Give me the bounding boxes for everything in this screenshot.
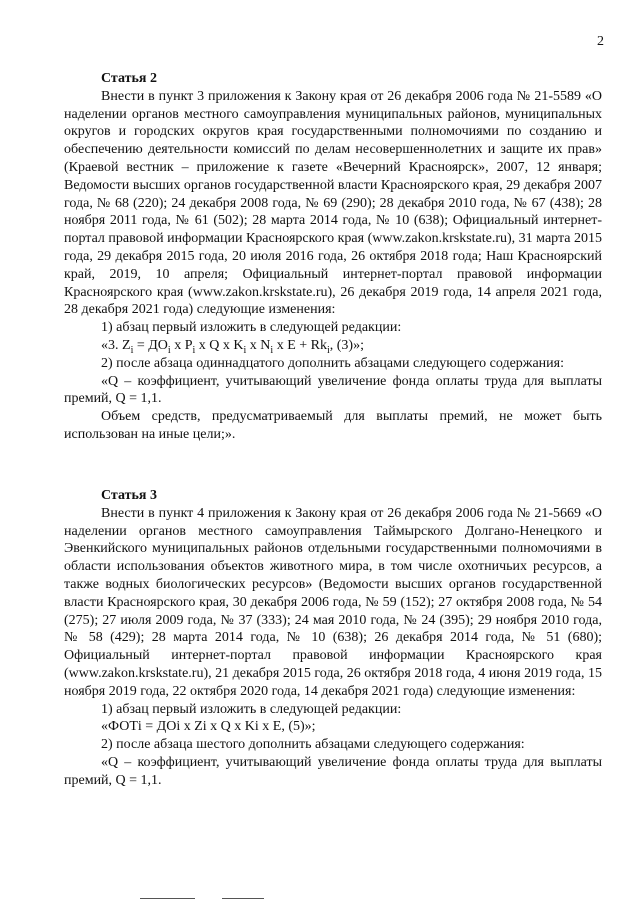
article-3 <box>64 487 602 790</box>
article-2-item-1: 1) абзац первый изложить в следующей редакции: <box>101 320 402 336</box>
article-2-intro: Внести в пункт 3 приложения к Закону края от 26 декабря 2006 года № 21-5589 «О наделении органов местного самоуправления муниципальных районов, муниципальных округов и городских округов края государственными полномочиями по созданию и обеспечению деятельности комиссий по делам несовершеннолетних и защите их прав» (Краевой вестник – приложение к газете «Вечерний Красноярск», 2007, 12 января; Ведомости высших органов государственной власти Красноярского края, 29 декабря 2007 года, № 68 (220); 24 декабря 2008 года, № 69 (290); 28 декабря 2010 года, № 67 (438); 28 ноября 2011 года, № 61 (502); 28 марта 2014 года, № 10 (638); Официальный интернет-портал правовой информации Красноярского края (www.zakon.krskstate.ru), 31 марта 2015 года, 29 декабря 2015 года, 20 июля 2016 года, 26 октября 2018 года; Наш Красноярский край, 2019, 10 апреля; Официальный интернет-портал правовой информации Красноярского края (www.zakon.krskstate.ru), 26 декабря 2019 года, 14 апреля 2021 года, 28 декабря 2021 года) следующие изменения: <box>64 88 602 318</box>
article-2-formula: «3. $Z_i = ДО_i$ x $P_i$ x Q x $K_i$ x $N_i$ x $E + Rk_i$, (3)»; <box>101 337 364 356</box>
article-2-volume-paragraph: Объем средств, предусматриваемый для выплаты премий, не может быть использован на иные цели;». <box>64 409 602 442</box>
page-number: 2 <box>597 34 604 49</box>
article-2-heading: Статья 2 <box>101 71 157 86</box>
bottom-edge-marks <box>140 898 340 902</box>
article-3-item-1: 1) абзац первый изложить в следующей редакции: <box>101 701 402 717</box>
article-3-formula: «ФОТi = ДОi x Zi x Q x Ki x E, (5)»; <box>101 719 316 735</box>
article-2-q-definition: «Q – коэффициент, учитывающий увеличение фонда оплаты труда для выплаты премий, Q = 1,1. <box>64 373 602 407</box>
article-2 <box>64 70 602 444</box>
article-3-intro: Внести в пункт 4 приложения к Закону края от 26 декабря 2006 года № 21-5669 «О наделении органов местного самоуправления Таймырского Долгано-Ненецкого и Эвенкийского муниципальных районов отдельными государственными полномочиями в области использования объектов животного мира, в том числе охотничьих ресурсов, а также водных биологических ресурсов» (Ведомости высших органов государственной власти Красноярского края, 30 декабря 2006 года, № 59 (152); 27 октября 2008 года, № 54 (275); 27 июля 2009 года, № 37 (333); 24 мая 2010 года, № 24 (395); 29 ноября 2010 года, № 58 (429); 28 марта 2014 года, № 10 (638); 26 декабря 2014 года, № 51 (680); Официальный интернет-портал правовой информации Красноярского края (www.zakon.krskstate.ru), 21 декабря 2015 года, 26 октября 2018 года, 4 июня 2019 года, 15 ноября 2019 года, 22 октября 2020 года, 14 декабря 2021 года) следующие изменения: <box>64 505 602 699</box>
article-3-q-definition: «Q – коэффициент, учитывающий увеличение фонда оплаты труда для выплаты премий, Q = 1,1. <box>64 754 602 788</box>
article-3-item-2: 2) после абзаца шестого дополнить абзацами следующего содержания: <box>101 737 525 753</box>
article-2-item-2: 2) после абзаца одиннадцатого дополнить абзацами следующего содержания: <box>101 355 564 371</box>
article-3-heading: Статья 3 <box>101 488 157 503</box>
